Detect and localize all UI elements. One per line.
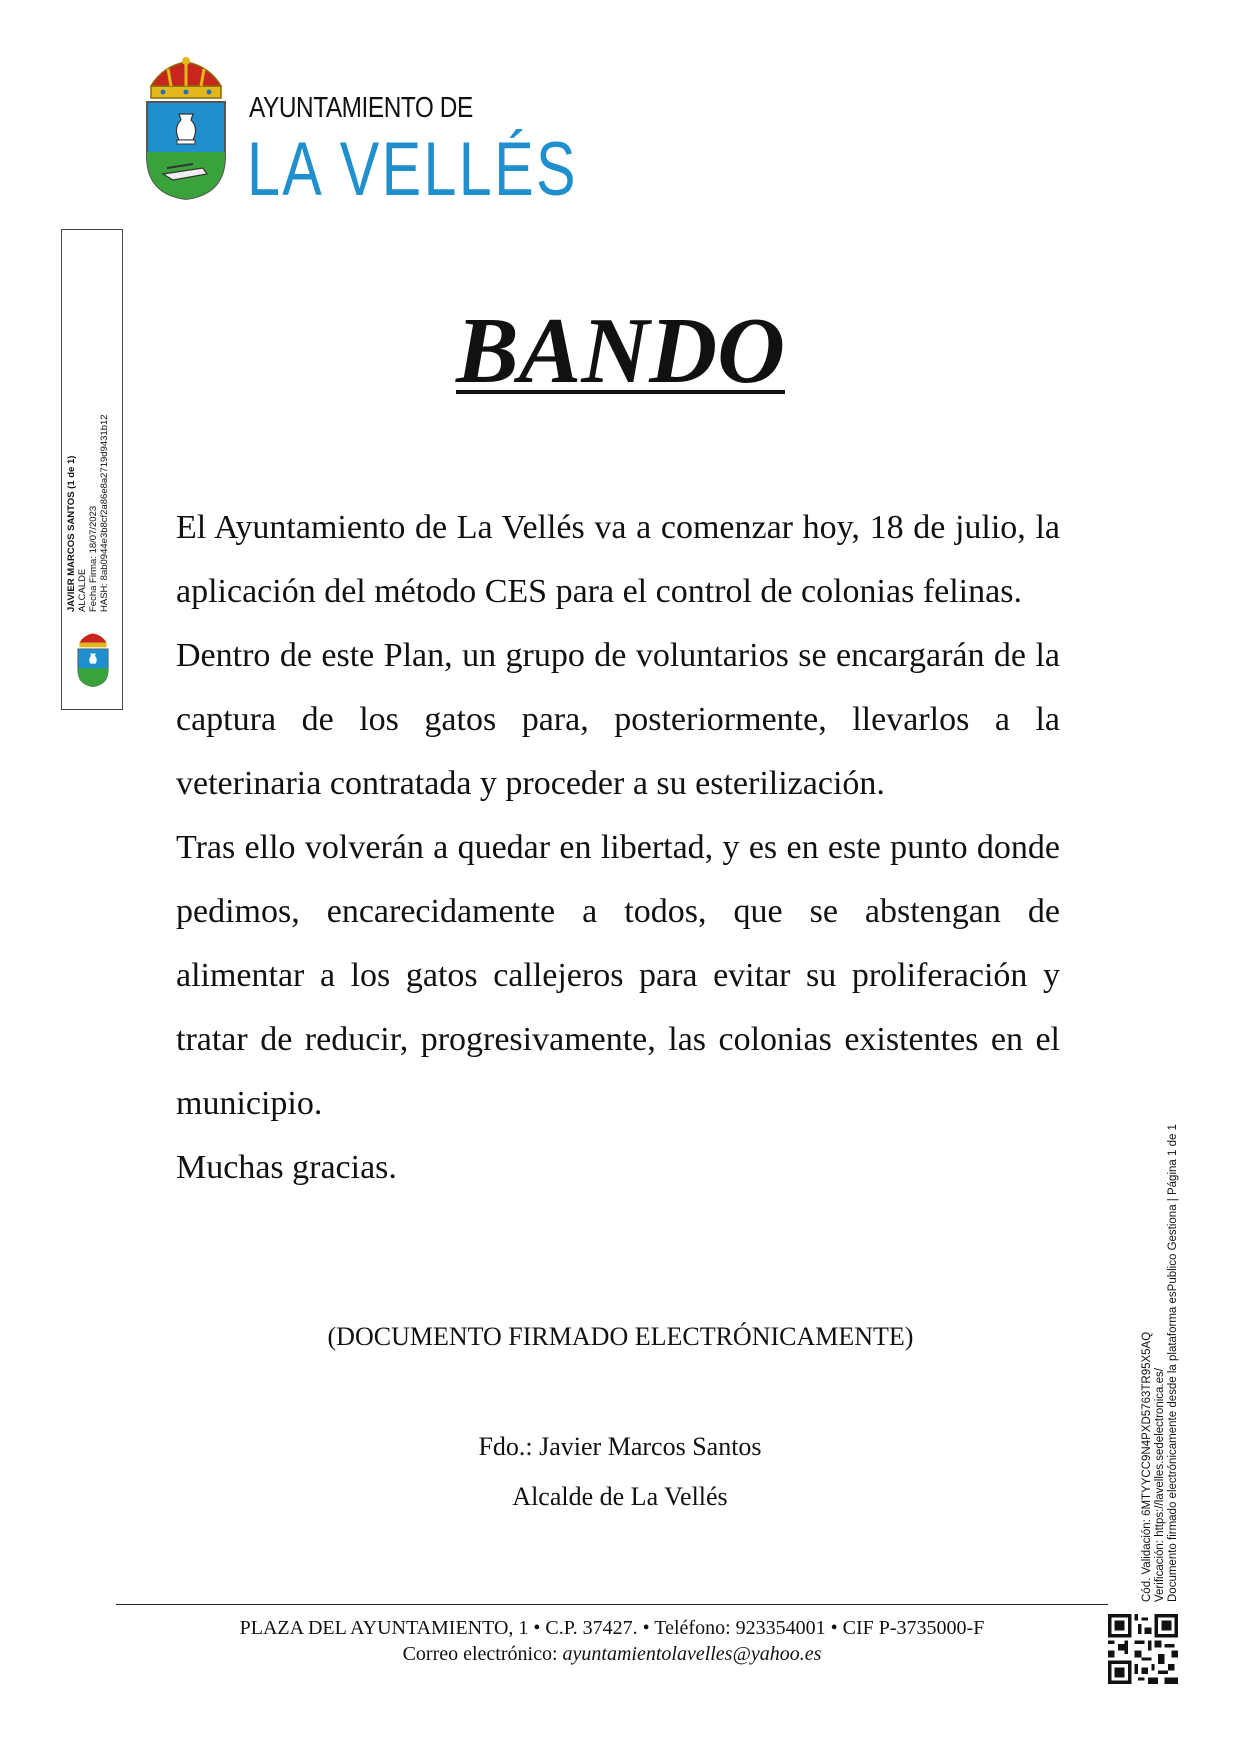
signed-by: Fdo.: Javier Marcos Santos [478, 1432, 762, 1461]
qr-code-icon[interactable] [1108, 1614, 1178, 1684]
document-title-text: BANDO [455, 299, 786, 403]
body-paragraph: Dentro de este Plan, un grupo de voluntarios se encargarán de la captura de los gatos para, posteriormente, llevarlos a la veterinaria contratada y proceder a su esterilización. [176, 637, 1060, 802]
signature-hash: HASH: 8ab0944e3b8cf2a86e8a2719d9431b12 [99, 414, 110, 612]
document-title [0, 299, 1241, 403]
footer-contact [116, 1643, 1108, 1666]
footer-address: PLAZA DEL AYUNTAMIENTO, 1 • C.P. 37427. • Teléfono: 923354001 • CIF P-3735000-F [239, 1617, 985, 1639]
signature-block [380, 1422, 860, 1522]
letterhead [143, 56, 578, 212]
org-name-line2: LA VELLÉS [247, 127, 578, 212]
signature-date: Fecha Firma: 18/07/2023 [88, 505, 99, 612]
body-paragraph: Tras ello volverán a quedar en libertad, y es en este punto donde pedimos, encarecidamente a todos, que se abstengan de alimentar a los gatos callejeros para evitar su proliferación y tratar de reducir, progresivamente, las colonias existentes en el municipio. [176, 829, 1060, 1122]
signature-signer: JAVIER MARCOS SANTOS (1 de 1) [66, 455, 77, 612]
org-name-line1: AYUNTAMIENTO DE [249, 92, 473, 124]
validation-url[interactable]: Verificación: https://lavelles.sedelectronica.es/ [1154, 1368, 1166, 1602]
body-paragraph: El Ayuntamiento de La Vellés va a comenzar hoy, 18 de julio, la aplicación del método CES para el control de colonias felinas. [176, 509, 1060, 610]
signature-strip [61, 229, 123, 710]
footer-divider [116, 1604, 1108, 1605]
signature-role: ALCALDE [77, 568, 88, 612]
coat-of-arms-icon [71, 631, 115, 687]
footer-email-link[interactable]: ayuntamientolavelles@yahoo.es [562, 1643, 822, 1665]
coat-of-arms-icon [143, 56, 229, 200]
document-body [176, 496, 1060, 1200]
validation-strip [1141, 1082, 1180, 1602]
footer-email-label: Correo electrónico: [402, 1643, 558, 1665]
validation-code: Cód. Validación: 6MTYYCC9N4PXD5763TR95X5AQ [1141, 1331, 1153, 1602]
validation-platform: Documento firmado electrónicamente desde la plataforma esPublico Gestiona | Página 1 de 1 [1167, 1124, 1179, 1602]
signed-note: (DOCUMENTO FIRMADO ELECTRÓNICAMENTE) [327, 1322, 914, 1351]
signer-role: Alcalde de La Vellés [512, 1482, 728, 1511]
body-paragraph: Muchas gracias. [176, 1149, 397, 1186]
